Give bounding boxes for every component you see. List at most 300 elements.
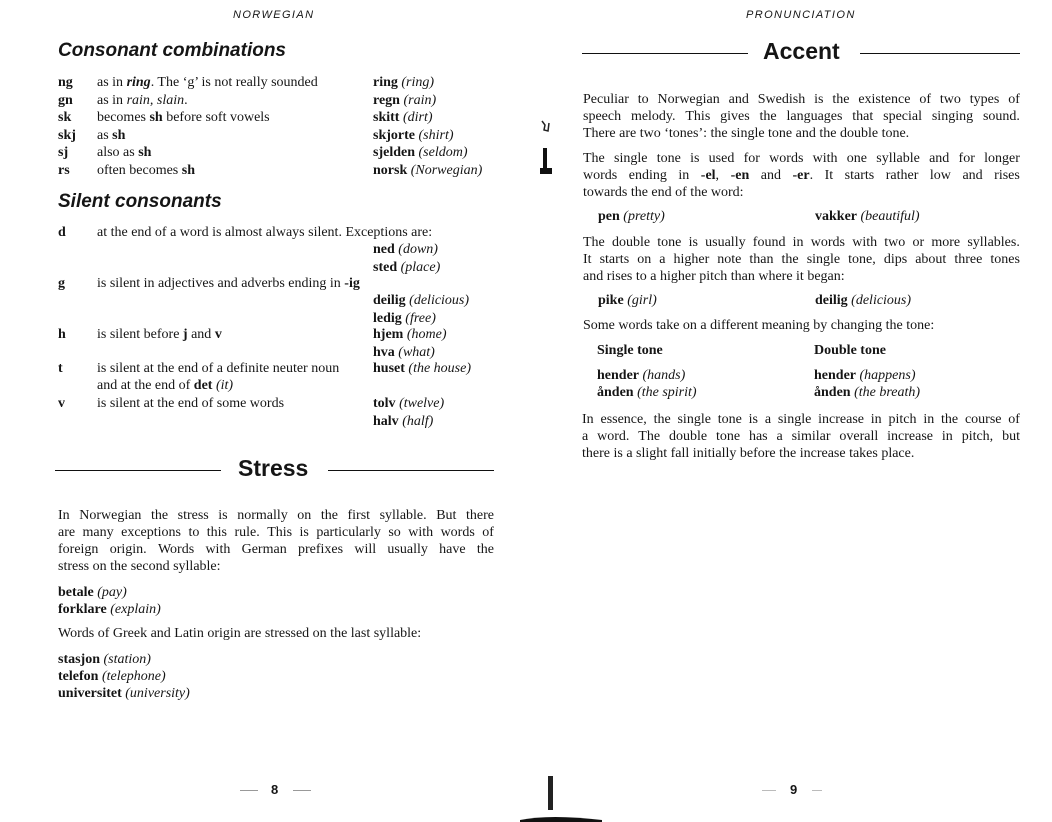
- accent-line: [582, 428, 1020, 445]
- example-word: ring: [373, 75, 398, 90]
- word: existence: [858, 92, 911, 107]
- word: singing: [931, 109, 974, 124]
- combination-letters: sk: [58, 110, 72, 126]
- example-word: huset: [373, 361, 405, 376]
- page-number-dash: [812, 790, 822, 791]
- word: foreign: [58, 542, 99, 557]
- example-translation: (happens): [859, 368, 916, 383]
- word: course: [964, 412, 1002, 427]
- gutter-binding-mark: [539, 146, 553, 176]
- example-translation: (pay): [97, 585, 127, 600]
- word: the: [653, 412, 671, 427]
- example-word: pike: [598, 293, 624, 308]
- example-word: universitet: [58, 686, 122, 701]
- word: origin.: [109, 542, 147, 557]
- example-translation: (rain): [403, 92, 437, 108]
- silent-description: [97, 276, 360, 292]
- word: -en: [730, 168, 750, 183]
- combination-description: [97, 93, 188, 109]
- stress-example: [58, 652, 151, 668]
- word: single: [806, 252, 841, 267]
- word: have: [439, 542, 466, 557]
- combination-example: [373, 145, 468, 161]
- word: this: [206, 525, 228, 540]
- word: dips: [883, 252, 908, 267]
- word: longer: [984, 151, 1020, 166]
- word: Norwegian: [79, 508, 142, 523]
- text-run: as in: [97, 75, 127, 90]
- silent-letter: t: [58, 361, 63, 376]
- example-translation: (the house): [408, 361, 471, 376]
- accent-line: [583, 251, 1020, 268]
- example-translation: (telephone): [101, 669, 166, 684]
- example-translation: (half): [402, 413, 434, 429]
- example-translation: (free): [405, 310, 436, 326]
- word: The: [638, 429, 661, 444]
- word: and: [728, 92, 749, 107]
- word: of: [482, 525, 494, 540]
- word: speech: [583, 109, 622, 124]
- silent-example: [373, 327, 446, 343]
- word: of: [1008, 412, 1020, 427]
- text-run: as: [97, 127, 113, 143]
- combination-letters: rs: [58, 163, 70, 178]
- gutter-binding-mark: [539, 120, 553, 132]
- word: This: [685, 109, 711, 124]
- word: note: [717, 252, 742, 267]
- stress-example: [58, 585, 127, 601]
- word: two: [939, 92, 961, 107]
- silent-example: [373, 361, 471, 377]
- stress-rule-right: [328, 470, 494, 471]
- word: in: [941, 429, 953, 444]
- word: and: [760, 168, 781, 183]
- word: double: [668, 429, 708, 444]
- silent-example: [373, 345, 435, 361]
- word: pitch,: [961, 429, 994, 444]
- text-run: is silent before: [97, 327, 183, 342]
- word: three: [954, 252, 983, 267]
- word: is: [299, 525, 309, 540]
- silent-description: [97, 396, 284, 412]
- accent-line: [583, 234, 1020, 251]
- word: low: [929, 168, 951, 183]
- text-run: is silent at the end of some words: [97, 396, 285, 411]
- word: or: [912, 235, 925, 250]
- example-word: sted: [373, 259, 398, 275]
- example-translation: (seldom): [418, 145, 468, 161]
- example-word: tolv: [373, 396, 396, 411]
- word: on: [637, 252, 652, 267]
- word: essence,: [600, 412, 647, 427]
- text-run: at the end of a word is almost always silent. Exceptions are:: [97, 225, 433, 240]
- word: German: [241, 542, 287, 557]
- example-translation: (place): [400, 259, 441, 275]
- double-tone-pair-word: [814, 368, 916, 384]
- word: and: [929, 151, 950, 166]
- text-run: . The ‘g’ is not really sounded: [150, 75, 318, 90]
- word: about: [915, 252, 947, 267]
- word: with: [408, 525, 434, 540]
- word: syllable: [876, 151, 920, 166]
- word: exceptions: [121, 525, 181, 540]
- stress-line: [58, 507, 494, 524]
- stress-example: [58, 686, 190, 702]
- word: melody.: [630, 109, 676, 124]
- text-run: j: [182, 327, 188, 342]
- text-run: is silent at the end of a definite neuter noun: [97, 361, 340, 376]
- example-word: regn: [373, 92, 400, 108]
- section-title-accent: Accent: [763, 38, 840, 64]
- accent-line: [583, 150, 1020, 167]
- example-translation: (explain): [110, 602, 161, 617]
- combination-letters: ng: [58, 75, 73, 90]
- word: -er.: [792, 168, 814, 183]
- word: the: [941, 412, 959, 427]
- word: Swedish: [757, 92, 806, 107]
- accent-rule-left: [582, 53, 748, 54]
- combination-example: [373, 163, 482, 179]
- word: double: [611, 235, 651, 250]
- example-translation: (ring): [401, 75, 435, 90]
- word: for: [958, 151, 975, 166]
- word: is: [814, 92, 824, 107]
- word: that: [852, 109, 874, 124]
- text-run: and: [187, 327, 215, 342]
- word: It: [824, 168, 834, 183]
- word: rises: [994, 168, 1020, 183]
- word: types: [969, 92, 1000, 107]
- word: to: [188, 525, 200, 540]
- word: so: [388, 525, 401, 540]
- example-word: sjelden: [373, 145, 415, 161]
- word: the: [832, 92, 850, 107]
- text-run: sh: [138, 145, 152, 161]
- running-header-right: PRONUNCIATION: [746, 9, 856, 21]
- section-title-consonant-combinations: Consonant combinations: [58, 40, 286, 61]
- example-word: vakker: [815, 209, 857, 224]
- word: two: [884, 235, 906, 250]
- combination-letters: sj: [58, 145, 69, 161]
- word: rather: [885, 168, 919, 183]
- combination-letters: skj: [58, 127, 76, 143]
- example-word: pen: [598, 209, 620, 224]
- word: more: [931, 235, 961, 250]
- word: single: [614, 151, 648, 166]
- example-translation: (home): [406, 327, 447, 342]
- stress-example: [58, 669, 166, 685]
- word: similar: [791, 429, 831, 444]
- section-title-silent-consonants: Silent consonants: [58, 191, 222, 212]
- word: first: [347, 508, 371, 523]
- stress-line: [58, 541, 494, 558]
- word: of: [1008, 92, 1020, 107]
- example-translation: (hands): [642, 368, 686, 383]
- word: the: [320, 508, 338, 523]
- combination-description: [97, 110, 270, 126]
- word: found: [752, 235, 786, 250]
- example-translation: (Norwegian): [410, 163, 483, 178]
- accent-line-last: There are two ‘tones’: the single tone and the double tone.: [583, 126, 910, 141]
- accent-line: [583, 167, 1020, 184]
- example-translation: (pretty): [623, 209, 665, 224]
- accent-line-last: there is a slight fall initially before the increase takes place.: [582, 446, 915, 461]
- gutter-binding-shadow: [520, 774, 602, 822]
- example-word: telefon: [58, 669, 99, 684]
- column-heading-double-tone: Double tone: [814, 343, 886, 358]
- example-translation: (what): [398, 344, 435, 360]
- word: -el,: [700, 168, 720, 183]
- word: a: [659, 252, 666, 267]
- example-word: ledig: [373, 310, 402, 326]
- word: In: [58, 508, 70, 523]
- single-tone-pair-word: [597, 385, 697, 401]
- word: a: [582, 429, 589, 444]
- word: than: [749, 252, 774, 267]
- stress-paragraph: [58, 507, 494, 575]
- word: the: [150, 508, 169, 523]
- example-translation: (delicious): [409, 293, 470, 308]
- word: is: [690, 151, 700, 166]
- double-tone-pair-word: [814, 385, 920, 401]
- example-translation: (twelve): [399, 396, 445, 411]
- word: with: [205, 542, 231, 557]
- text-run: is silent in adjectives and adverbs ending in: [97, 276, 345, 291]
- word: many: [82, 525, 114, 540]
- accent-paragraph-3: [583, 234, 1020, 285]
- text-run: det: [193, 378, 213, 393]
- stress-rule-left: [55, 470, 221, 471]
- double-tone-example: [815, 293, 911, 309]
- word: is: [688, 235, 698, 250]
- word: tone,: [848, 252, 876, 267]
- word: has: [748, 429, 768, 444]
- text-run: ring: [126, 75, 151, 90]
- word: Peculiar: [583, 92, 629, 107]
- example-word: stasjon: [58, 652, 101, 667]
- word: syllable.: [379, 508, 427, 523]
- word: the: [476, 542, 494, 557]
- word: The: [583, 235, 605, 250]
- example-translation: (station): [103, 652, 151, 667]
- word: usually: [705, 235, 746, 250]
- example-translation: (girl): [627, 293, 657, 308]
- silent-letter: v: [58, 396, 65, 411]
- silent-description-line2: [97, 378, 233, 394]
- example-word: hva: [373, 344, 395, 360]
- example-word: skjorte: [373, 127, 415, 143]
- word: to: [637, 92, 649, 107]
- word: increase: [818, 412, 864, 427]
- text-run: becomes: [97, 110, 150, 126]
- word: higher: [673, 252, 710, 267]
- example-translation: (down): [398, 242, 438, 257]
- accent-line: [582, 411, 1020, 428]
- accent-line: [583, 91, 1020, 108]
- running-header-left: NORWEGIAN: [233, 9, 315, 21]
- word: gives: [720, 109, 750, 124]
- single-tone-example: [815, 209, 920, 225]
- example-translation: (shirt): [418, 127, 454, 143]
- example-translation: (delicious): [851, 293, 912, 308]
- word: particularly: [316, 525, 381, 540]
- word: and: [962, 168, 983, 183]
- word: a: [764, 412, 772, 427]
- text-run: and at the end of: [97, 378, 194, 393]
- text-run: .: [184, 92, 188, 108]
- accent-line-last: towards the end of the word:: [583, 185, 744, 200]
- combination-example: [373, 110, 433, 126]
- accent-rule-right: [860, 53, 1020, 54]
- word: overall: [839, 429, 879, 444]
- accent-paragraph-2: [583, 150, 1020, 201]
- section-title-stress: Stress: [238, 455, 309, 481]
- word: languages: [786, 109, 843, 124]
- example-word: ned: [373, 242, 395, 257]
- word: of: [919, 92, 931, 107]
- word: tone: [717, 412, 742, 427]
- word: a: [776, 429, 783, 444]
- stress-greek-latin-text: Words of Greek and Latin origin are stressed on the last syllable:: [58, 626, 422, 641]
- silent-example: [373, 311, 436, 327]
- silent-letter: g: [58, 276, 65, 291]
- single-tone-example: [598, 209, 665, 225]
- word: This: [267, 525, 293, 540]
- word: for: [743, 151, 760, 166]
- silent-description: [97, 327, 222, 343]
- word: tones: [990, 252, 1020, 267]
- word: ending: [628, 168, 667, 183]
- text-run: sh: [112, 127, 126, 143]
- word: It: [583, 252, 592, 267]
- example-word: deilig: [373, 293, 406, 308]
- word: Norwegian: [657, 92, 720, 107]
- word: sound.: [982, 109, 1020, 124]
- word: words: [769, 151, 804, 166]
- text-run: v: [214, 327, 222, 342]
- word: normally: [237, 508, 288, 523]
- word: pitch: [888, 412, 917, 427]
- silent-example: [373, 242, 438, 258]
- page-number-left: 8: [271, 782, 279, 797]
- combination-example: [373, 75, 434, 91]
- example-word: skitt: [373, 110, 400, 126]
- word: prefixes: [297, 542, 344, 557]
- word: -er: [792, 168, 810, 183]
- word: there: [465, 508, 494, 523]
- column-heading-single-tone: Single tone: [597, 343, 663, 358]
- single-tone-pair-word: [597, 368, 685, 384]
- word: in: [678, 168, 690, 183]
- page-number-dash: [240, 790, 258, 791]
- word: the: [759, 109, 777, 124]
- word: but: [1002, 429, 1020, 444]
- combination-example: [373, 93, 436, 109]
- text-run: as in: [97, 92, 127, 108]
- word: rule.: [234, 525, 260, 540]
- text-run: sh: [149, 110, 163, 126]
- silent-example: [373, 414, 433, 430]
- text-run: sh: [181, 163, 195, 178]
- text-run: -ig: [344, 276, 360, 291]
- word: syllables.: [967, 235, 1020, 250]
- example-word: betale: [58, 585, 94, 600]
- example-word: forklare: [58, 602, 107, 617]
- word: with: [852, 235, 878, 250]
- example-word: hender: [597, 368, 639, 383]
- word: word.: [597, 429, 630, 444]
- example-word: norsk: [373, 163, 408, 178]
- page-number-right: 9: [790, 782, 798, 797]
- word: special: [883, 109, 923, 124]
- word: words: [810, 235, 845, 250]
- word: Words: [157, 542, 195, 557]
- word: usually: [387, 542, 428, 557]
- word: increase: [887, 429, 934, 444]
- silent-letter: d: [58, 225, 66, 240]
- accent-paragraph-4: [582, 411, 1020, 462]
- combination-letters: gn: [58, 92, 73, 108]
- silent-description: [97, 361, 339, 377]
- combination-description: [97, 145, 151, 161]
- page-number-dash: [293, 790, 311, 791]
- text-run: also as: [97, 145, 139, 161]
- word: stress: [177, 508, 209, 523]
- word: single: [677, 412, 711, 427]
- example-word: halv: [373, 413, 399, 429]
- accent-line-last: and rises to a higher pitch than where it began:: [583, 269, 845, 284]
- accent-paragraph-1: [583, 91, 1020, 142]
- text-run: often becomes: [97, 163, 182, 178]
- word: words: [583, 168, 618, 183]
- example-translation: (dirt): [402, 110, 433, 126]
- word: is: [218, 508, 228, 523]
- word: single: [777, 412, 812, 427]
- meaning-change-text: Some words take on a different meaning by changing the tone:: [583, 318, 935, 333]
- word: with: [812, 151, 838, 166]
- word: words: [440, 525, 475, 540]
- word: But: [436, 508, 457, 523]
- silent-letter: h: [58, 327, 66, 342]
- word: in: [923, 412, 935, 427]
- word: used: [708, 151, 735, 166]
- example-word: ånden: [597, 385, 634, 400]
- example-word: hjem: [373, 327, 404, 342]
- word: -el: [700, 168, 716, 183]
- combination-description: [97, 163, 195, 179]
- word: in: [792, 235, 804, 250]
- word: tone: [656, 151, 681, 166]
- word: tone: [657, 235, 682, 250]
- silent-description: [97, 225, 432, 241]
- example-translation: (university): [125, 686, 190, 701]
- word: in: [870, 412, 882, 427]
- word: starts: [599, 252, 630, 267]
- word: will: [354, 542, 377, 557]
- stress-line-last: stress on the second syllable:: [58, 559, 221, 574]
- word: the: [781, 252, 799, 267]
- word: The: [583, 151, 605, 166]
- example-translation: (the breath): [854, 385, 921, 400]
- word: is: [748, 412, 759, 427]
- stress-example: [58, 602, 161, 618]
- combination-example: [373, 128, 454, 144]
- example-translation: (the spirit): [637, 385, 697, 400]
- combination-description: [97, 75, 318, 91]
- combination-description: [97, 128, 125, 144]
- text-run: rain, slain: [126, 92, 185, 108]
- word: one: [846, 151, 868, 166]
